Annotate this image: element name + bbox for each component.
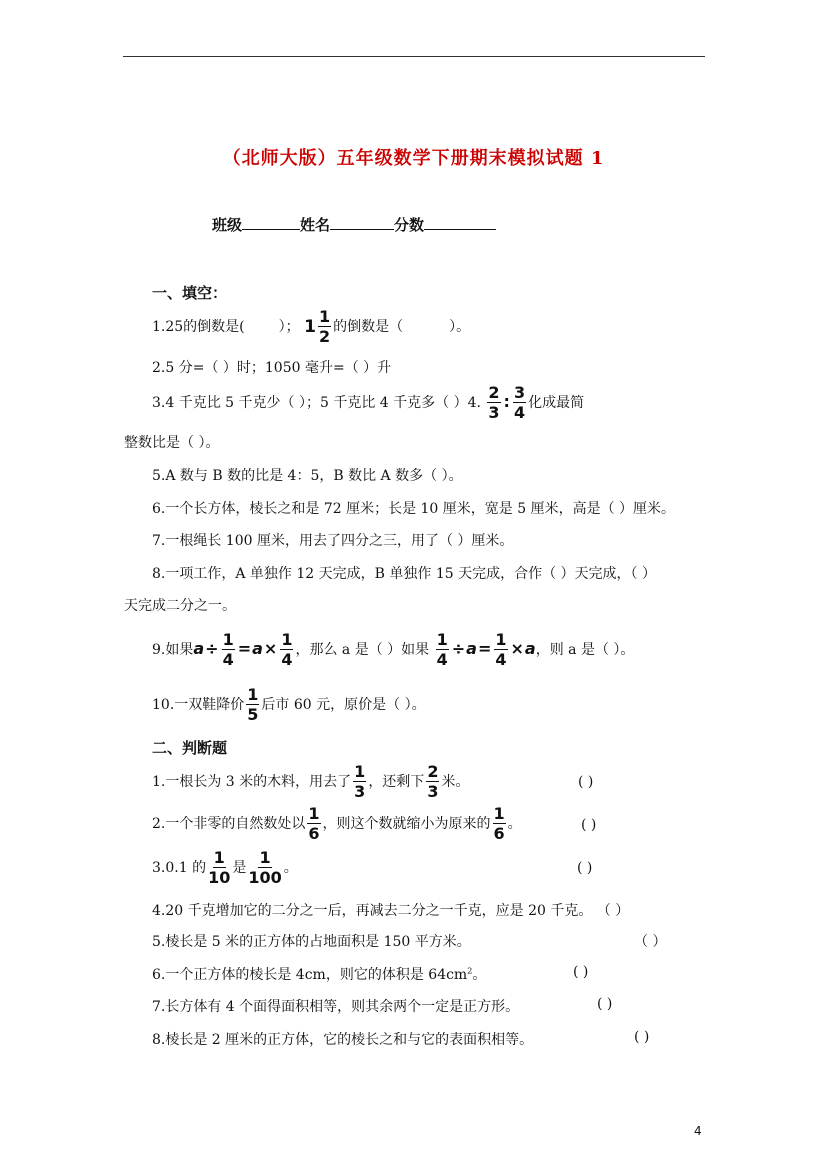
judge-item-5: 5.棱长是 5 米的正方体的占地面积是 150 平方米。 [152, 934, 471, 950]
fraction: $\frac{1}{4}$ [495, 630, 507, 669]
fraction: $\frac{1}{100}$ [248, 848, 282, 887]
score-label: 分数 [394, 216, 425, 234]
judge-answer-1[interactable]: ( ) [578, 774, 594, 790]
judge-answer-5[interactable]: （ ） [634, 934, 667, 950]
question-1-4-continued: 整数比是（ ）。 [124, 435, 220, 451]
judge-answer-2[interactable]: ( ) [581, 817, 597, 833]
judge-item-4: 4.20 千克增加它的二分之一后，再减去二分之一千克，应是 20 千克。 （ ） [152, 903, 630, 919]
question-1-8-continued: 天完成二分之一。 [124, 598, 236, 614]
class-label: 班级 [212, 216, 243, 234]
question-1-3: 3.4 千克比 5 千克少（ ）；5 千克比 4 千克多（ ）4. $\frac{2}{3}$ : $\frac{3}{4}$ 化成最简 [152, 383, 585, 422]
judge-item-2: 2.一个非零的自然数处以 $\frac{1}{6}$ ，则这个数就缩小为原来的 $\frac{1}{6}$ 。 [152, 804, 522, 843]
judge-answer-6[interactable]: ( ) [573, 964, 589, 980]
page-number: 4 [694, 1124, 702, 1138]
fraction: $\frac{1}{4}$ [436, 630, 448, 669]
mixed-number: 1 $\frac{1}{2}$ [304, 307, 331, 346]
judge-item-3: 3.0.1 的 $\frac{1}{10}$ 是 $\frac{1}{100}$ 。 [152, 848, 298, 887]
question-1-10: 10.一双鞋降价 $\frac{1}{5}$ 后市 60 元，原价是（ ）。 [152, 685, 426, 724]
judge-answer-3[interactable]: ( ) [577, 860, 593, 876]
judge-answer-8[interactable]: ( ) [634, 1029, 650, 1045]
judge-item-1: 1.一根长为 3 米的木料，用去了 $\frac{1}{3}$ ，还剩下 $\frac{2}{3}$ 米。 [152, 762, 470, 801]
name-label: 姓名 [300, 216, 331, 234]
judge-item-6: 6.一个正方体的棱长是 4cm，则它的体积是 $64cm^2$。 [152, 966, 487, 983]
question-1-7: 7.一根绳长 100 厘米，用去了四分之三，用了（ ）厘米。 [152, 533, 514, 549]
fraction: $\frac{2}{3}$ [488, 383, 500, 422]
header-rule [123, 56, 705, 57]
question-1-2: 2.5 分=（ ）时；1050 毫升=（ ）升 [152, 360, 392, 376]
fraction: $\frac{1}{2}$ [318, 307, 331, 346]
question-1-6: 6.一个长方体，棱长之和是 72 厘米；长是 10 厘米，宽是 5 厘米，高是（ ）厘米。 [152, 501, 676, 517]
question-1-9: 9.如果a÷ $\frac{1}{4}$ =a× $\frac{1}{4}$ ，那么 a 是（ ）如果 $\frac{1}{4}$ ÷a= $\frac{1}{4}$ ×a，则 a 是（ ）。 [152, 630, 635, 669]
question-1-1: 1.25的倒数是( ）； 1 $\frac{1}{2}$ 的倒数是（ ）。 [152, 307, 471, 346]
judge-item-8: 8.棱长是 2 厘米的正方体，它的棱长之和与它的表面积相等。 [152, 1032, 534, 1048]
class-blank[interactable] [242, 215, 300, 230]
question-1-5: 5.A 数与 B 数的比是 4：5，B 数比 A 数多（ ）。 [152, 468, 463, 484]
judge-answer-7[interactable]: ( ) [597, 996, 613, 1012]
fraction: $\frac{1}{6}$ [308, 804, 320, 843]
fraction: $\frac{2}{3}$ [427, 762, 439, 801]
fraction: $\frac{1}{5}$ [247, 685, 259, 724]
fraction: $\frac{3}{4}$ [513, 383, 526, 422]
question-1-8: 8.一项工作，A 单独作 12 天完成，B 单独作 15 天完成，合作（ ）天完成，（ ） [152, 566, 656, 582]
fraction: $\frac{1}{4}$ [281, 630, 293, 669]
section-heading-fill-in: 一、填空： [152, 284, 228, 302]
fraction: $\frac{1}{6}$ [493, 804, 505, 843]
page-title: （北师大版）五年级数学下册期末模拟试题 1 [222, 148, 605, 169]
fraction: $\frac{1}{10}$ [208, 848, 231, 887]
judge-item-7: 7.长方体有 4 个面得面积相等，则其余两个一定是正方形。 [152, 999, 520, 1015]
student-info-line [212, 214, 496, 235]
score-blank[interactable] [424, 215, 496, 230]
name-blank[interactable] [330, 215, 394, 230]
fraction: $\frac{1}{4}$ [222, 630, 234, 669]
fraction: $\frac{1}{3}$ [354, 762, 366, 801]
section-heading-true-false: 二、判断题 [152, 739, 228, 757]
